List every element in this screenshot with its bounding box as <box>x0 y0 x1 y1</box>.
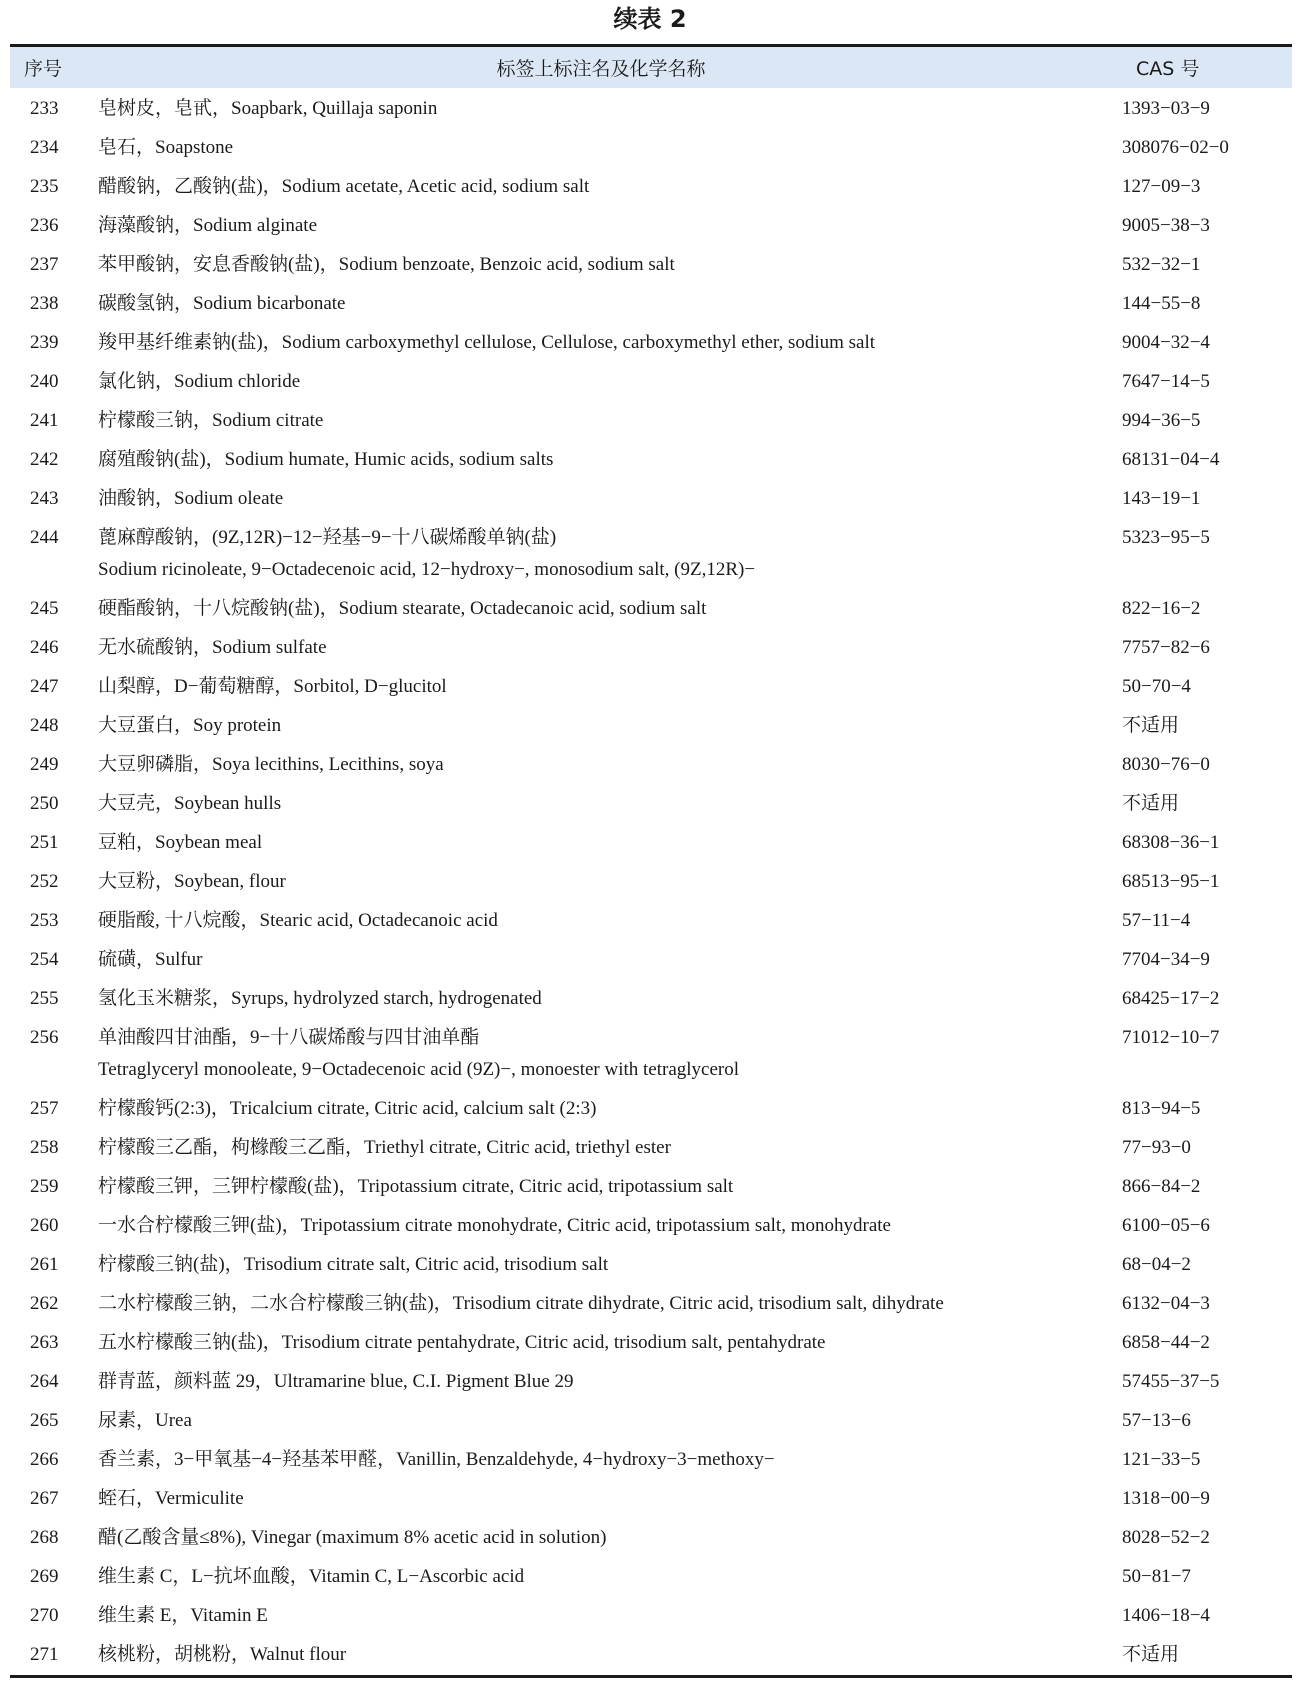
table-row <box>10 1519 1292 1558</box>
row-number: 266 <box>30 1449 59 1470</box>
table-row <box>10 785 1292 824</box>
table-row <box>10 980 1292 1019</box>
row-name-line: 蛭石，Vermiculite <box>98 1488 244 1509</box>
header-cas: CAS 号 <box>1136 58 1200 80</box>
row-name-line: 大豆粉，Soybean, flour <box>98 871 286 892</box>
row-cas: 532−32−1 <box>1122 254 1201 275</box>
table-row <box>10 1207 1292 1246</box>
row-cas: 不适用 <box>1122 1644 1180 1665</box>
row-number: 261 <box>30 1254 59 1275</box>
table-row <box>10 1129 1292 1168</box>
row-name-line: 蓖麻醇酸钠，(9Z,12R)−12−羟基−9−十八碳烯酸单钠(盐) <box>98 527 557 548</box>
row-number: 265 <box>30 1410 59 1431</box>
row-cas: 143−19−1 <box>1122 488 1201 509</box>
row-name-line: 一水合柠檬酸三钾(盐)，Tripotassium citrate monohydrate, Citric acid, tripotassium salt, monohydrate <box>98 1215 891 1236</box>
row-name <box>80 827 1122 859</box>
row-cas: 57−13−6 <box>1122 1410 1191 1431</box>
row-name <box>80 210 1122 242</box>
row-name-line: 香兰素，3−甲氧基−4−羟基苯甲醛，Vanillin, Benzaldehyde, 4−hydroxy−3−methoxy− <box>98 1449 775 1470</box>
table-row <box>10 1168 1292 1207</box>
row-number: 245 <box>30 598 59 619</box>
row-name-line: 大豆壳，Soybean hulls <box>98 793 282 814</box>
row-cas: 1393−03−9 <box>1122 98 1210 119</box>
row-cas: 9005−38−3 <box>1122 215 1210 236</box>
row-cas: 68513−95−1 <box>1122 871 1220 892</box>
row-name <box>80 288 1122 320</box>
row-name-line: 硬酯酸钠，十八烷酸钠(盐)，Sodium stearate, Octadecanoic acid, sodium salt <box>98 598 707 619</box>
row-name-line: 柠檬酸三钠(盐)，Trisodium citrate salt, Citric acid, trisodium salt <box>98 1254 609 1275</box>
row-name <box>80 1444 1122 1476</box>
table-row <box>10 285 1292 324</box>
ingredient-table <box>10 44 1292 1678</box>
row-name-line: 海藻酸钠，Sodium alginate <box>98 215 318 236</box>
row-cas: 77−93−0 <box>1122 1137 1191 1158</box>
table-row <box>10 1558 1292 1597</box>
row-name <box>80 366 1122 398</box>
row-name <box>80 632 1122 664</box>
row-number: 239 <box>30 332 59 353</box>
row-cas: 144−55−8 <box>1122 293 1201 314</box>
row-number: 248 <box>30 715 59 736</box>
row-number: 241 <box>30 410 59 431</box>
table-row <box>10 1246 1292 1285</box>
row-cas: 1318−00−9 <box>1122 1488 1210 1509</box>
table-row <box>10 246 1292 285</box>
table-row <box>10 1019 1292 1090</box>
row-cas: 71012−10−7 <box>1122 1027 1220 1048</box>
row-name <box>80 1132 1122 1164</box>
table-row <box>10 1402 1292 1441</box>
row-name <box>80 483 1122 515</box>
table-row <box>10 1597 1292 1636</box>
row-cas: 8028−52−2 <box>1122 1527 1210 1548</box>
row-number: 258 <box>30 1137 59 1158</box>
table-row <box>10 129 1292 168</box>
row-cas: 127−09−3 <box>1122 176 1201 197</box>
table-bottom-rule <box>10 1675 1292 1678</box>
table-row <box>10 1636 1292 1675</box>
row-name-line: 尿素，Urea <box>98 1410 192 1431</box>
row-cas: 6132−04−3 <box>1122 1293 1210 1314</box>
header-no: 序号 <box>24 58 63 80</box>
row-number: 238 <box>30 293 59 314</box>
row-cas: 6858−44−2 <box>1122 1332 1210 1353</box>
header-name: 标签上标注名及化学名称 <box>496 58 706 80</box>
row-number: 269 <box>30 1566 59 1587</box>
table-row <box>10 480 1292 519</box>
row-name-line: 氢化玉米糖浆，Syrups, hydrolyzed starch, hydrogenated <box>98 988 542 1009</box>
table-row <box>10 1363 1292 1402</box>
row-cas: 6100−05−6 <box>1122 1215 1210 1236</box>
row-number: 257 <box>30 1098 59 1119</box>
table-row <box>10 824 1292 863</box>
row-cas: 1406−18−4 <box>1122 1605 1210 1626</box>
row-cas: 68425−17−2 <box>1122 988 1220 1009</box>
row-name-line: 腐殖酸钠(盐)，Sodium humate, Humic acids, sodium salts <box>98 449 554 470</box>
table-row <box>10 863 1292 902</box>
row-number: 244 <box>30 527 59 548</box>
row-name-line: 皂树皮，皂甙，Soapbark, Quillaja saponin <box>98 98 438 119</box>
row-number: 249 <box>30 754 59 775</box>
row-name-line: 五水柠檬酸三钠(盐)，Trisodium citrate pentahydrate, Citric acid, trisodium salt, pentahydrate <box>98 1332 826 1353</box>
table-row <box>10 707 1292 746</box>
row-cas: 822−16−2 <box>1122 598 1201 619</box>
row-name <box>80 593 1122 625</box>
row-name-line: 核桃粉，胡桃粉，Walnut flour <box>98 1644 347 1665</box>
row-cas: 不适用 <box>1122 715 1180 736</box>
row-name <box>80 1288 1122 1320</box>
table-row <box>10 1324 1292 1363</box>
table-row <box>10 746 1292 785</box>
row-name <box>80 1522 1122 1554</box>
row-name-line: 维生素 C，L−抗坏血酸，Vitamin C, L−Ascorbic acid <box>98 1566 525 1587</box>
row-cas: 7704−34−9 <box>1122 949 1210 970</box>
row-name <box>80 132 1122 164</box>
row-cas: 68131−04−4 <box>1122 449 1220 470</box>
row-number: 271 <box>30 1644 59 1665</box>
table-row <box>10 324 1292 363</box>
row-cas: 68308−36−1 <box>1122 832 1220 853</box>
row-name-line: 豆粕，Soybean meal <box>98 832 263 853</box>
row-cas: 8030−76−0 <box>1122 754 1210 775</box>
row-name-line-2: Sodium ricinoleate, 9−Octadecenoic acid, 12−hydroxy−, monosodium salt, (9Z,12R)− <box>98 559 756 580</box>
row-name-line: 醋(乙酸含量≤8%), Vinegar (maximum 8% acetic acid in solution) <box>98 1527 607 1548</box>
row-name-line: 单油酸四甘油酯，9−十八碳烯酸与四甘油单酯 <box>98 1027 480 1048</box>
row-name <box>80 1327 1122 1359</box>
row-number: 260 <box>30 1215 59 1236</box>
row-name <box>80 1210 1122 1242</box>
row-name-line: 维生素 E，Vitamin E <box>98 1605 268 1626</box>
table-row <box>10 590 1292 629</box>
row-name <box>80 749 1122 781</box>
row-name <box>80 710 1122 742</box>
row-number: 233 <box>30 98 59 119</box>
table-row <box>10 402 1292 441</box>
table-row <box>10 519 1292 590</box>
row-cas: 7647−14−5 <box>1122 371 1210 392</box>
table-row <box>10 1480 1292 1519</box>
table-body <box>10 88 1292 1675</box>
row-name <box>80 1639 1122 1671</box>
row-name-line: 柠檬酸钙(2:3)，Tricalcium citrate, Citric acid, calcium salt (2:3) <box>98 1098 597 1119</box>
row-number: 250 <box>30 793 59 814</box>
row-name <box>80 905 1122 937</box>
table-row <box>10 668 1292 707</box>
row-cas: 50−70−4 <box>1122 676 1191 697</box>
row-number: 263 <box>30 1332 59 1353</box>
table-header <box>10 47 1292 88</box>
row-name <box>80 1171 1122 1203</box>
row-name <box>80 405 1122 437</box>
row-name <box>80 1093 1122 1125</box>
table-row <box>10 629 1292 668</box>
row-number: 256 <box>30 1027 59 1048</box>
row-name <box>80 93 1122 125</box>
row-name-line: 硫磺，Sulfur <box>98 949 203 970</box>
row-name-line: 羧甲基纤维素钠(盐)，Sodium carboxymethyl cellulose, Cellulose, carboxymethyl ether, sodium salt <box>98 332 876 353</box>
row-name-line: 碳酸氢钠，Sodium bicarbonate <box>98 293 346 314</box>
row-name <box>80 788 1122 820</box>
row-number: 242 <box>30 449 59 470</box>
row-cas: 5323−95−5 <box>1122 527 1210 548</box>
row-number: 267 <box>30 1488 59 1509</box>
row-name-line: 大豆卵磷脂，Soya lecithins, Lecithins, soya <box>98 754 444 775</box>
row-number: 247 <box>30 676 59 697</box>
row-number: 268 <box>30 1527 59 1548</box>
table-row <box>10 207 1292 246</box>
row-number: 246 <box>30 637 59 658</box>
row-name-line: 二水柠檬酸三钠，二水合柠檬酸三钠(盐)，Trisodium citrate dihydrate, Citric acid, trisodium salt, dihydrate <box>98 1293 944 1314</box>
row-number: 259 <box>30 1176 59 1197</box>
row-number: 255 <box>30 988 59 1009</box>
row-name <box>80 444 1122 476</box>
row-number: 254 <box>30 949 59 970</box>
row-number: 237 <box>30 254 59 275</box>
row-name-line: 醋酸钠，乙酸钠(盐)，Sodium acetate, Acetic acid, sodium salt <box>98 176 590 197</box>
row-name-line: 柠檬酸三钾，三钾柠檬酸(盐)，Tripotassium citrate, Citric acid, tripotassium salt <box>98 1176 734 1197</box>
row-cas: 866−84−2 <box>1122 1176 1201 1197</box>
table-row <box>10 1285 1292 1324</box>
row-number: 240 <box>30 371 59 392</box>
row-cas: 121−33−5 <box>1122 1449 1201 1470</box>
row-name <box>80 1600 1122 1632</box>
row-name-line: 柠檬酸三乙酯，枸橼酸三乙酯，Triethyl citrate, Citric acid, triethyl ester <box>98 1137 671 1158</box>
row-cas: 57455−37−5 <box>1122 1371 1220 1392</box>
row-name <box>80 171 1122 203</box>
row-name-line: 苯甲酸钠，安息香酸钠(盐)，Sodium benzoate, Benzoic acid, sodium salt <box>98 254 675 275</box>
row-name <box>80 249 1122 281</box>
row-name <box>80 1022 1122 1086</box>
row-name-line: 柠檬酸三钠，Sodium citrate <box>98 410 324 431</box>
row-cas: 68−04−2 <box>1122 1254 1191 1275</box>
row-number: 243 <box>30 488 59 509</box>
row-number: 234 <box>30 137 59 158</box>
row-number: 235 <box>30 176 59 197</box>
table-title: 续表 2 <box>613 5 687 33</box>
row-number: 253 <box>30 910 59 931</box>
row-cas: 308076−02−0 <box>1122 137 1229 158</box>
row-name <box>80 1561 1122 1593</box>
row-number: 262 <box>30 1293 59 1314</box>
row-cas: 994−36−5 <box>1122 410 1201 431</box>
table-row <box>10 1441 1292 1480</box>
row-name-line: 大豆蛋白，Soy protein <box>98 715 282 736</box>
table-row <box>10 441 1292 480</box>
row-cas: 7757−82−6 <box>1122 637 1210 658</box>
row-name <box>80 983 1122 1015</box>
row-number: 236 <box>30 215 59 236</box>
table-row <box>10 941 1292 980</box>
row-number: 270 <box>30 1605 59 1626</box>
table-row <box>10 1090 1292 1129</box>
row-name <box>80 1249 1122 1281</box>
row-cas: 50−81−7 <box>1122 1566 1191 1587</box>
table-row <box>10 363 1292 402</box>
row-name <box>80 522 1122 586</box>
row-cas: 不适用 <box>1122 793 1180 814</box>
row-name-line-2: Tetraglyceryl monooleate, 9−Octadecenoic acid (9Z)−, monoester with tetraglycerol <box>98 1059 740 1080</box>
table-row <box>10 168 1292 207</box>
row-name <box>80 671 1122 703</box>
row-name <box>80 1366 1122 1398</box>
row-number: 264 <box>30 1371 59 1392</box>
row-name-line: 群青蓝，颜料蓝 29，Ultramarine blue, C.I. Pigment Blue 29 <box>98 1371 574 1392</box>
table-row <box>10 902 1292 941</box>
row-cas: 813−94−5 <box>1122 1098 1201 1119</box>
row-name <box>80 327 1122 359</box>
row-name <box>80 1405 1122 1437</box>
row-name-line: 油酸钠，Sodium oleate <box>98 488 284 509</box>
row-name <box>80 866 1122 898</box>
row-number: 252 <box>30 871 59 892</box>
row-number: 251 <box>30 832 59 853</box>
row-name-line: 皂石，Soapstone <box>98 137 234 158</box>
row-name-line: 硬脂酸, 十八烷酸，Stearic acid, Octadecanoic acid <box>98 910 498 931</box>
row-cas: 9004−32−4 <box>1122 332 1210 353</box>
row-name-line: 氯化钠，Sodium chloride <box>98 371 301 392</box>
table-row <box>10 90 1292 129</box>
row-name-line: 无水硫酸钠，Sodium sulfate <box>98 637 327 658</box>
row-name <box>80 1483 1122 1515</box>
row-name <box>80 944 1122 976</box>
row-name-line: 山梨醇，D−葡萄糖醇，Sorbitol, D−glucitol <box>98 676 447 697</box>
row-cas: 57−11−4 <box>1122 910 1191 931</box>
